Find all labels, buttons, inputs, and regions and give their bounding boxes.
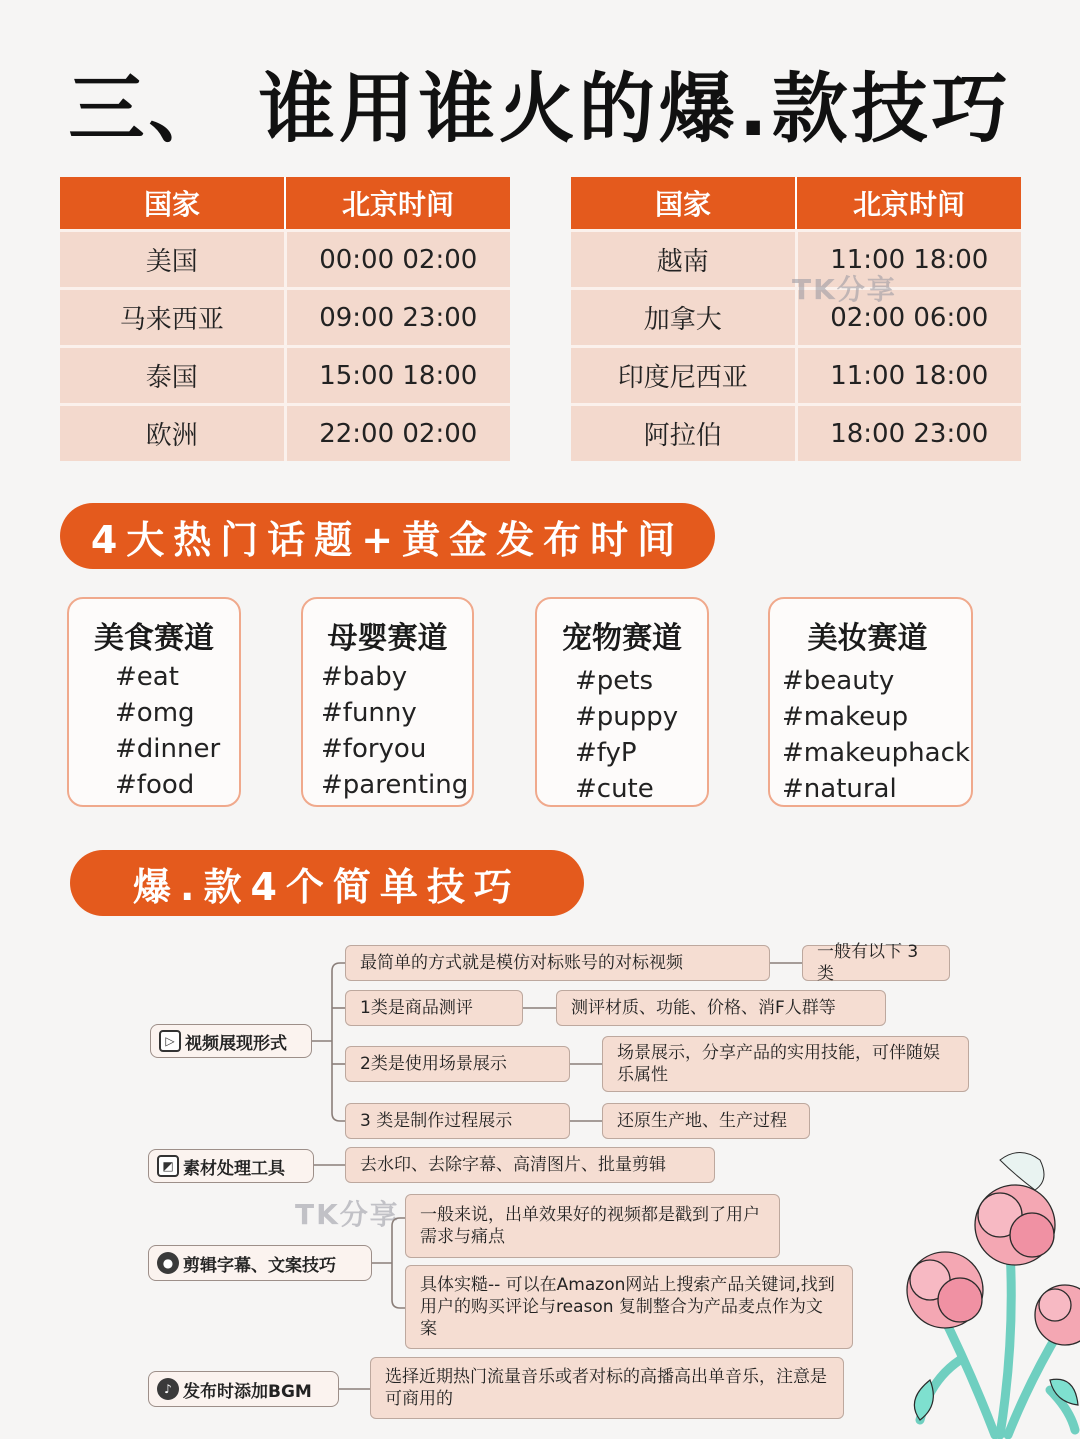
root-label: 剪辑字幕、文案技巧 [183, 1255, 336, 1276]
bulb-icon: ● [157, 1252, 179, 1274]
table-row [60, 287, 510, 345]
mindmap-root-tools [148, 1149, 314, 1183]
mindmap-root-video [150, 1024, 312, 1058]
video-icon: ▷ [159, 1030, 181, 1052]
mindmap-node: 2类是使用场景展示 [345, 1046, 570, 1082]
card-title: 宠物赛道 [562, 621, 682, 656]
table-row [60, 229, 510, 287]
cell-time: 15:00 18:00 [319, 360, 478, 391]
hashtag: #baby [321, 662, 408, 692]
hashtag: #eat [115, 662, 179, 692]
hashtag: #puppy [575, 702, 679, 732]
topic-card-beauty [768, 597, 973, 807]
page-title: 三、 谁用谁火的爆.款技巧 [68, 64, 1012, 153]
header-time: 北京时间 [852, 188, 965, 221]
mindmap-node: 最简单的方式就是模仿对标账号的对标视频 [345, 945, 770, 981]
card-title: 美食赛道 [94, 621, 214, 656]
hashtag: #beauty [782, 666, 895, 696]
header-country: 国家 [60, 177, 286, 229]
hashtag: #funny [321, 698, 417, 728]
section-tips-banner: 爆.款4个简单技巧 [70, 850, 584, 916]
mindmap-node: 测评材质、功能、价格、消F人群等 [556, 990, 886, 1026]
mindmap-root-caption [148, 1245, 372, 1281]
header-country: 国家 [571, 177, 797, 229]
cell-country: 泰国 [60, 348, 287, 403]
mindmap-node: 1类是商品测评 [345, 990, 523, 1026]
card-title: 美妆赛道 [807, 621, 928, 656]
cell-country: 加拿大 [571, 290, 798, 345]
time-table-right [571, 177, 1021, 461]
music-icon: ♪ [157, 1378, 179, 1400]
cell-time: 09:00 23:00 [319, 302, 478, 333]
mindmap-node: 具体实糙-- 可以在Amazon网站上搜索产品关键词,找到用户的购买评论与reason 复制整合为产品麦点作为文案 [405, 1265, 853, 1349]
table-header [60, 177, 510, 229]
mindmap-node: 3 类是制作过程展示 [345, 1103, 570, 1139]
cell-country: 越南 [571, 232, 798, 287]
mindmap-node: 去水印、去除字幕、高清图片、批量剪辑 [345, 1147, 715, 1183]
card-title: 母婴赛道 [327, 621, 448, 656]
hashtag: #pets [575, 666, 654, 696]
cell-country: 阿拉伯 [571, 406, 798, 461]
table-row [60, 345, 510, 403]
mindmap-node: 一般来说，出单效果好的视频都是戳到了用户需求与痛点 [405, 1194, 780, 1258]
cell-country: 美国 [60, 232, 287, 287]
image-edit-icon: ◩ [157, 1155, 179, 1177]
topic-card-pets [535, 597, 709, 807]
watermark: TK分享 [792, 273, 897, 306]
cell-time: 22:00 02:00 [319, 418, 478, 449]
table-row [60, 403, 510, 461]
hashtag: #parenting [321, 770, 469, 800]
root-label: 素材处理工具 [183, 1158, 285, 1179]
cell-time: 18:00 23:00 [830, 418, 989, 449]
mindmap-node: 选择近期热门流量音乐或者对标的高播高出单音乐，注意是可商用的 [370, 1357, 844, 1419]
table-row [571, 345, 1021, 403]
cell-country: 印度尼西亚 [571, 348, 798, 403]
time-table-left [60, 177, 510, 461]
hashtag: #foryou [321, 734, 427, 764]
cell-time: 02:00 06:00 [830, 302, 989, 333]
section-topics-banner: 4大热门话题+黄金发布时间 [60, 503, 715, 569]
carnation-illustration [900, 1130, 1080, 1439]
cell-time: 11:00 18:00 [830, 244, 989, 275]
hashtag: #makeuphack [782, 738, 970, 768]
table-header [571, 177, 1021, 229]
watermark: TK分享 [295, 1198, 400, 1231]
hashtag: #makeup [782, 702, 909, 732]
topic-card-food [67, 597, 241, 807]
root-label: 发布时添加BGM [183, 1381, 312, 1402]
cell-country: 马来西亚 [60, 290, 287, 345]
hashtag: #fyP [575, 738, 637, 768]
mindmap-root-bgm [148, 1371, 339, 1407]
cell-time: 00:00 02:00 [319, 244, 478, 275]
mindmap-node: 场景展示，分享产品的实用技能，可伴随娱乐属性 [602, 1036, 969, 1092]
hashtag: #dinner [115, 734, 221, 764]
cell-time: 11:00 18:00 [830, 360, 989, 391]
mindmap-node: 还原生产地、生产过程 [602, 1103, 810, 1139]
hashtag: #cute [575, 774, 654, 804]
table-row [571, 403, 1021, 461]
cell-country: 欧洲 [60, 406, 287, 461]
root-label: 视频展现形式 [185, 1033, 287, 1054]
mindmap-node: 一般有以下 3类 [802, 945, 950, 981]
hashtag: #natural [782, 774, 897, 804]
hashtag: #omg [115, 698, 195, 728]
hashtag: #food [115, 770, 195, 800]
header-time: 北京时间 [341, 188, 454, 221]
topic-card-baby [301, 597, 474, 807]
